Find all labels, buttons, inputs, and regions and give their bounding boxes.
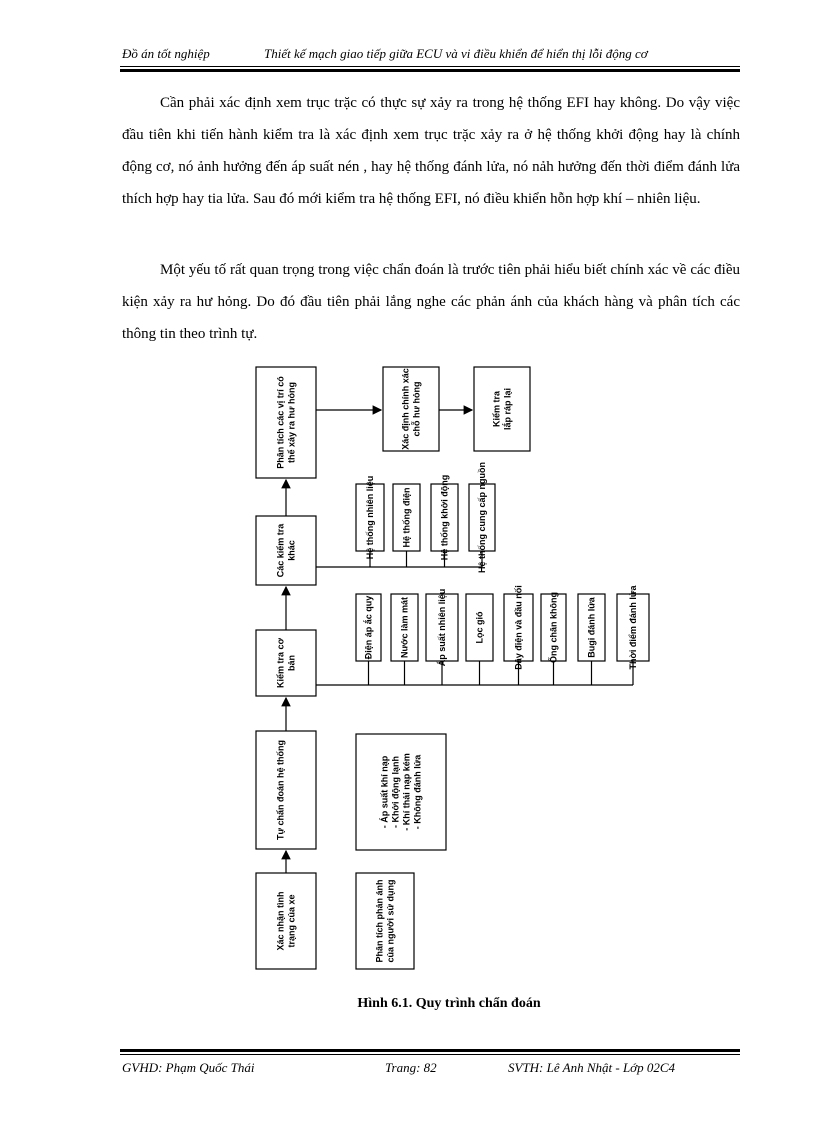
basic-check-item-6-line-0: Bugi đánh lửa <box>586 597 597 658</box>
analyze-fault-locations-line-1: thể xảy ra hư hỏng <box>286 381 297 464</box>
basic-check-item-7-line-0: Thời điểm đánh lửa <box>628 585 638 670</box>
basic-check-item-7-label <box>628 585 638 670</box>
paragraph-2-text: Một yếu tố rất quan trọng trong việc chẩn đoán là trước tiên phải hiểu biết chính xác về các điều kiện xảy ra hư hỏng. Do đó đầu tiên phải lắng nghe các phản ánh của khách hàng và phân tích các thông tin theo trình tự. <box>122 262 740 342</box>
basic-check-item-5-line-0: Ống chân không <box>548 592 559 663</box>
other-check-item-1-label <box>402 488 412 548</box>
basic-check-line-0: Kiểm tra cơ <box>275 638 286 688</box>
basic-check-item-6-label <box>587 596 597 658</box>
self-diagnosis-line-0: Tự chẩn đoán hệ thống <box>275 739 286 841</box>
other-checks-line-0: Các kiểm tra <box>275 523 286 578</box>
footer-left: GVHD: Phạm Quốc Thái <box>122 1060 255 1075</box>
confirm-vehicle-condition-line-0: Xác nhận tình <box>275 891 286 951</box>
self-diagnosis-items-line-3: - Không đánh lửa <box>412 754 423 830</box>
fault-conclusion-line-0: Xác định chính xác <box>400 368 411 450</box>
other-check-item-2-line-0: Hệ thống khởi động <box>439 474 450 561</box>
header-left: Đồ án tốt nghiệp <box>122 46 210 61</box>
footer-right: SVTH: Lê Anh Nhật - Lớp 02C4 <box>508 1060 676 1075</box>
footer-page: Trang: 82 <box>385 1060 437 1075</box>
self-diagnosis-items-label <box>380 753 423 831</box>
basic-check-item-4-line-0: Dây điện và đầu nối <box>513 585 524 670</box>
footer-rule-thin <box>120 1054 740 1055</box>
fault-conclusion-line-1: chỗ hư hỏng <box>411 381 422 437</box>
repair-check-line-1: lắp ráp lại <box>502 387 513 431</box>
self-diagnosis-items-line-1: - Khởi động lạnh <box>390 756 401 828</box>
basic-check-item-3-line-0: Lọc gió <box>474 611 485 644</box>
other-check-item-2-label <box>440 475 450 560</box>
self-diagnosis-items-line-0: - Áp suất khí nạp <box>379 755 390 829</box>
basic-check-item-5-label <box>548 592 559 663</box>
basic-check-item-1-line-0: Nước làm mát <box>399 597 410 658</box>
customer-complaint-line-0: Phân tích phản ánh <box>374 879 385 963</box>
basic-check-label <box>276 637 297 688</box>
confirm-vehicle-condition-line-1: trạng của xe <box>286 894 297 948</box>
analyze-fault-locations-label <box>276 376 297 469</box>
basic-check-item-4-label <box>514 585 524 670</box>
self-diagnosis-items-line-2: - Khí thải nạp kém <box>401 753 412 831</box>
other-checks-label <box>276 523 297 578</box>
repair-check-line-0: Kiểm tra <box>491 390 502 428</box>
paragraph-1-text: Cần phải xác định xem trục trặc có thực sự xảy ra trong hệ thống EFI hay không. Do vậy việc đầu tiên khi tiến hành kiểm tra là xác định xem trục trặc xảy ra ở hệ thống khởi động hay là chính động cơ, nó ảnh hưởng đến áp suất nén , hay hệ thống đánh lửa, nó nảh hưởng đến thời điểm đánh lửa thích hợp hay tia lửa. Sau đó mới kiểm tra hệ thống EFI, nó điều khiển hỗn hợp khí – nhiên liệu. <box>122 95 740 207</box>
other-check-item-0-line-0: Hệ thống nhiên liệu <box>365 475 375 560</box>
other-checks-line-1: khác <box>286 540 297 561</box>
other-check-item-1-line-0: Hệ thống điện <box>401 487 412 548</box>
figure-caption: Hình 6.1. Quy trình chẩn đoán <box>357 996 541 1011</box>
basic-check-item-2-line-0: Áp suất nhiên liệu <box>437 588 447 667</box>
basic-check-item-1-label <box>400 597 410 658</box>
confirm-vehicle-condition-label <box>276 891 297 950</box>
footer-rule-thick <box>120 1049 740 1052</box>
basic-check-item-2-label <box>437 589 447 667</box>
self-diagnosis-box <box>256 731 316 849</box>
header-right: Thiết kế mạch giao tiếp giữa ECU và vi điều khiển để hiển thị lỗi động cơ <box>264 46 648 61</box>
self-diagnosis-label <box>276 740 286 840</box>
customer-complaint-line-1: của người sử dụng <box>385 879 396 963</box>
repair-check-label <box>492 388 513 430</box>
other-check-item-3-line-0: Hệ thống cung cấp nguồn <box>477 462 487 573</box>
basic-check-item-0-line-0: Điện áp ắc quy <box>363 595 374 660</box>
basic-check-item-3-label <box>475 611 485 643</box>
customer-complaint-label <box>375 879 396 962</box>
basic-check-line-1: bản <box>286 654 297 672</box>
other-check-item-0-label <box>365 476 375 560</box>
analyze-fault-locations-line-0: Phân tích các vị trí có <box>275 376 286 469</box>
basic-check-item-0-label <box>363 596 374 660</box>
fault-conclusion-label <box>401 368 422 450</box>
